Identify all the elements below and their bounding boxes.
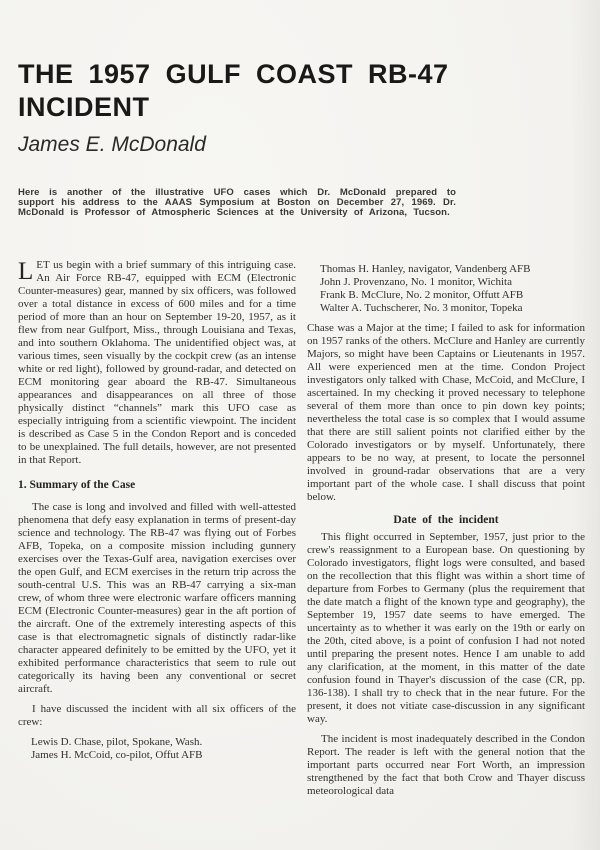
crew-member: Frank B. McClure, No. 2 monitor, Offutt AFB: [320, 289, 524, 302]
crew-list-right: [307, 263, 585, 315]
ranks-paragraph: Chase was a Major at the time; I failed to ask for information on 1957 ranks of the others. McClure and Hanley are currently Majors, so might have been Captains or Lieutenants in 1957. All were experienced men at the time. Condon Project investigators only talked with Chase, McCoid, and McClure, I ascertained. In my checking it proved necessary to telephone several of them more than once to pin down key points; nevertheless the total case is so complex that I would assume that there are still salient points not clarified either by the Colorado investigators or by myself. Unfortunately, there appears to be no way, at present, to locate the personnel involved in ground-radar observations that are a very important part of the whole case. I shall discuss that point below.: [307, 322, 585, 504]
crew-member: Thomas H. Hanley, navigator, Vandenberg AFB: [320, 263, 531, 276]
crew-member: Walter A. Tuchscherer, No. 3 monitor, Topeka: [320, 302, 523, 315]
drop-cap: L: [18, 258, 34, 286]
left-column: [18, 259, 296, 798]
crew-member: James H. McCoid, co-pilot, Offut AFB: [31, 749, 203, 762]
editorial-note: Here is another of the illustrative UFO cases which Dr. McDonald prepared to support his address to the AAAS Symposium at Boston on December 27, 1969. Dr. McDonald is Professor of Atmospheric Sciences at the University of Arizona, Tucson.: [18, 187, 456, 218]
article-title-line1: THE 1957 GULF COAST RB-47: [18, 59, 449, 89]
crew-member: John J. Provenzano, No. 1 monitor, Wichita: [320, 276, 513, 289]
date-of-incident-heading: Date of the incident: [393, 514, 499, 527]
two-column-body: [18, 259, 585, 798]
article-title: [18, 58, 585, 124]
right-column: [307, 259, 585, 798]
date-paragraph: This flight occurred in September, 1957, just prior to the crew's reassignment to a European base. On questioning by Colorado investigators, flight logs were consulted, and based on the recollection that this flight was within a short time of departure from Forbes to Germany (plus the requirement that the date match a flight of the known type and geography), the September 19, 1957 date seems to have emerged. The uncertainty as to whether it was early on the 19th or early on the 20th, cited above, is a point of confusion I had not noted until preparing the present notes. Hence I am unable to add any clarification, at the moment, in this matter of the date confusion found in Thayer's discussion of the case (CR, pp. 136-138). I shall try to check that in the near future. For the present, it does not vitiate case-discussion in any significant way.: [307, 531, 585, 726]
opening-paragraph: [18, 259, 296, 467]
opening-paragraph-text: ET us begin with a brief summary of this intriguing case. An Air Force RB-47, equipped with ECM (Electronic Counter-measures) gear, manned by six officers, was followed over a total distance in excess of 600 miles and for a time period of more than an hour on September 19-20, 1957, as it flew from near Gulfport, Miss., through Louisiana and Texas, and into southern Oklahoma. The unidentified object was, at various times, seen visually by the cockpit crew (as an intense white or red light), followed by ground-radar, and detected on ECM monitoring gear aboard the RB-47. Simultaneous appearances and disappearances on all three of those physically distinct “channels” mark this UFO case as especially intriguing from a scientific viewpoint. The incident is described as Case 5 in the Condon Report and is conceded to be unexplained. The full details, however, are not presented in that Report.: [18, 259, 296, 467]
author-byline: James E. McDonald: [18, 133, 206, 156]
crew-intro-paragraph: I have discussed the incident with all six officers of the crew:: [18, 703, 296, 729]
section-1-heading: 1. Summary of the Case: [18, 479, 136, 492]
article-title-line2: INCIDENT: [18, 92, 150, 122]
summary-paragraph: The case is long and involved and filled with well-attested phenomena that defy easy explanation in terms of present-day science and technology. The RB-47 was flying out of Forbes AFB, Topeka, on a composite mission including gunnery exercises over the Texas-Gulf area, navigation exercises over the open Gulf, and ECM exercises in the return trip across the south-central U.S. This was an RB-47 carrying a six-man crew, of whom three were electronic warfare officers manning ECM (Electronic Counter-measures) gear in the aft portion of the aircraft. One of the extremely interesting aspects of this case is that electromagnetic signals of distinctly radar-like character appeared definitely to be emitted by the UFO, yet it exhibited performance characteristics that seem to rule out categorically its having been any conventional or secret aircraft.: [18, 501, 296, 696]
crew-member: Lewis D. Chase, pilot, Spokane, Wash.: [31, 736, 203, 749]
condon-report-paragraph: The incident is most inadequately described in the Condon Report. The reader is left with the general notion that the important parts occurred near Fort Worth, an impression strengthened by the fact that both Crow and Thayer discuss meteorological data: [307, 733, 585, 798]
crew-list-left: [18, 736, 296, 762]
